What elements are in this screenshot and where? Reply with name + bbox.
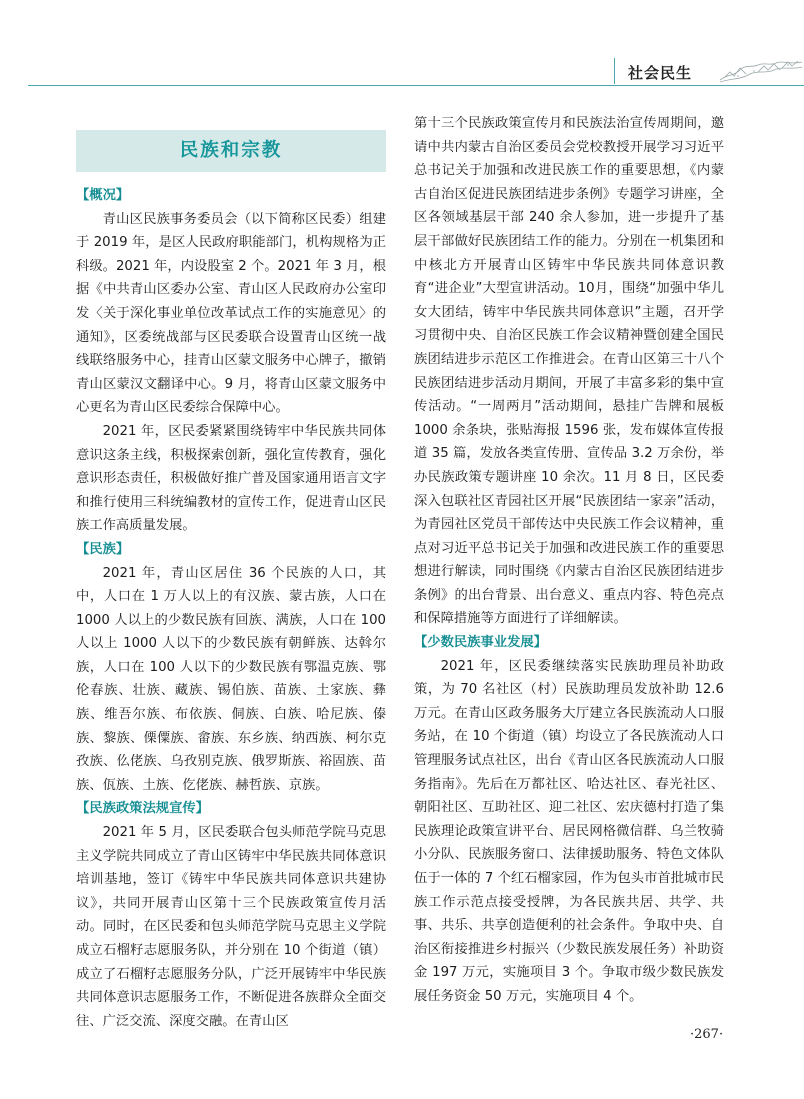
header-separator [614, 58, 615, 84]
right-column [414, 112, 724, 1009]
section-label: 社会民生 [628, 64, 693, 82]
development-paragraph: 2021 年，区民委继续落实民族助理员补助政策，为 70 名社区（村）民族助理员发放补助 12.6 万元。在青山区政务服务大厅建立各民族流动人口服务站，在 10 个街道（镇）均设立了各民族流动人口管理服务试点社区，出台《青山区各民族流动人口服务指南》。先后在万都社区、哈达社区、春光社区、朝阳社区、互助社区、迎二社区、宏庆德村打造了集民族理论政策宣讲平台、居民网格微信群、乌兰牧骑小分队、民族服务窗口、法律援助服务、特色文体队伍于一体的 7 个红石榴家园，作为包头市首批城市民族工作示范点接受授牌，为各民族共居、共学、共事、共乐、共享创造便利的社会条件。争取中央、自治区衔接推进乡村振兴（少数民族发展任务）补助资金 197 万元，实施项目 3 个。争取市级少数民族发展任务资金 50 万元，实施项目 4 个。 [414, 658, 724, 1004]
section-heading-nationality: 【民族】 [76, 541, 130, 557]
page-number: ·267· [690, 1027, 724, 1042]
section-heading-overview: 【概况】 [76, 188, 130, 203]
overview-paragraph-2: 2021 年，区民委紧紧围绕铸牢中华民族共同体意识这条主线，积极探索创新，强化宣传教育，强化意识形态责任，积极做好推广普及国家通用语言文字和推行使用三科统编教材的宣传工作，促进青山区民族工作高质量发展。 [76, 423, 386, 534]
nationality-paragraph: 2021 年，青山区居住 36 个民族的人口，其中，人口在 1 万人以上的有汉族、蒙古族，人口在 1000 人以上的少数民族有回族、满族，人口在 100 人以上 1000 人以下的少数民族有朝鲜族、达斡尔族，人口在 100 人以下的少数民族有鄂温克族、鄂伦春族、壮族、藏族、锡伯族、苗族、土家族、彝族、维吾尔族、布依族、侗族、白族、哈尼族、傣族、黎族、傈僳族、畲族、东乡族、纳西族、柯尔克孜族、仫佬族、乌孜别克族、俄罗斯族、裕固族、苗族、佤族、土族、仡佬族、赫哲族、京族。 [76, 565, 386, 793]
left-column [76, 112, 386, 1033]
landscape-decoration-icon [718, 56, 804, 84]
policy-paragraph-continued: 第十三个民族政策宣传月和民族法治宣传周期间，邀请中共内蒙古自治区委员会党校教授开展学习习近平总书记关于加强和改进民族工作的重要思想，《内蒙古自治区促进民族团结进步条例》专题学习讲座，全区各领域基层干部 240 余人参加，进一步提升了基层干部做好民族团结工作的能力。分别在一机集团和中核北方开展青山区铸牢中华民族共同体意识教育“进企业”大型宣讲活动。10月，围绕“加强中华儿女大团结，铸牢中华民族共同体意识”主题，召开学习贯彻中央、自治区民族工作会议精神暨创建全国民族团结进步示范区工作推进会。在青山区第三十八个民族团结进步活动月期间，开展了丰富多彩的集中宣传活动。“一周两月”活动期间，悬挂广告牌和展板 1000 余条块，张贴海报 1596 张，发布媒体宣传报道 35 篇，发放各类宣传册、宣传品 3.2 万余份，举办民族政策专题讲座 10 余次。11 月 8 日，区民委深入包联社区青园社区开展“民族团结一家亲”活动，为青园社区党员干部传达中央民族工作会议精神，重点对习近平总书记关于加强和改进民族工作的重要思想进行解读，同时围绕《内蒙古自治区民族团结进步条例》的出台背景、出台意义、重点内容、特色亮点和保障措施等方面进行了详细解读。 [414, 116, 724, 627]
policy-paragraph: 2021 年 5 月，区民委联合包头师范学院马克思主义学院共同成立了青山区铸牢中华民族共同体意识培训基地，签订《铸牢中华民族共同体意识共建协议》，共同开展青山区第十三个民族政策宣传月活动。同时，在区民委和包头师范学院马克思主义学院成立石榴籽志愿服务队，并分别在 10 个街道（镇）成立了石榴籽志愿服务分队，广泛开展铸牢中华民族共同体意识志愿服务工作，不断促进各族群众全面交往、广泛交流、深度交融。在青山区 [76, 825, 386, 1029]
section-heading-policy: 【民族政策法规宣传】 [76, 801, 209, 817]
overview-paragraph-1: 青山区民族事务委员会（以下简称区民委）组建于 2019 年，是区人民政府职能部门，机构规格为正科级。2021 年，内设股室 2 个。2021 年 3 月，根据《中共青山区委办公室、青山区人民政府办公室印发〈关于深化事业单位改革试点工作的实施意见〉的通知》，区委统战部与区民委联合设置青山区统一战线联络服务中心，挂青山区蒙文服务中心牌子，撤销青山区蒙汉文翻译中心。9 月，将青山区蒙文服务中心更名为青山区民委综合保障中心。 [76, 211, 386, 416]
running-header [0, 54, 804, 90]
section-heading-development: 【少数民族事业发展】 [414, 635, 547, 651]
article-title: 民族和宗教 [76, 130, 386, 172]
header-rule [28, 85, 804, 86]
